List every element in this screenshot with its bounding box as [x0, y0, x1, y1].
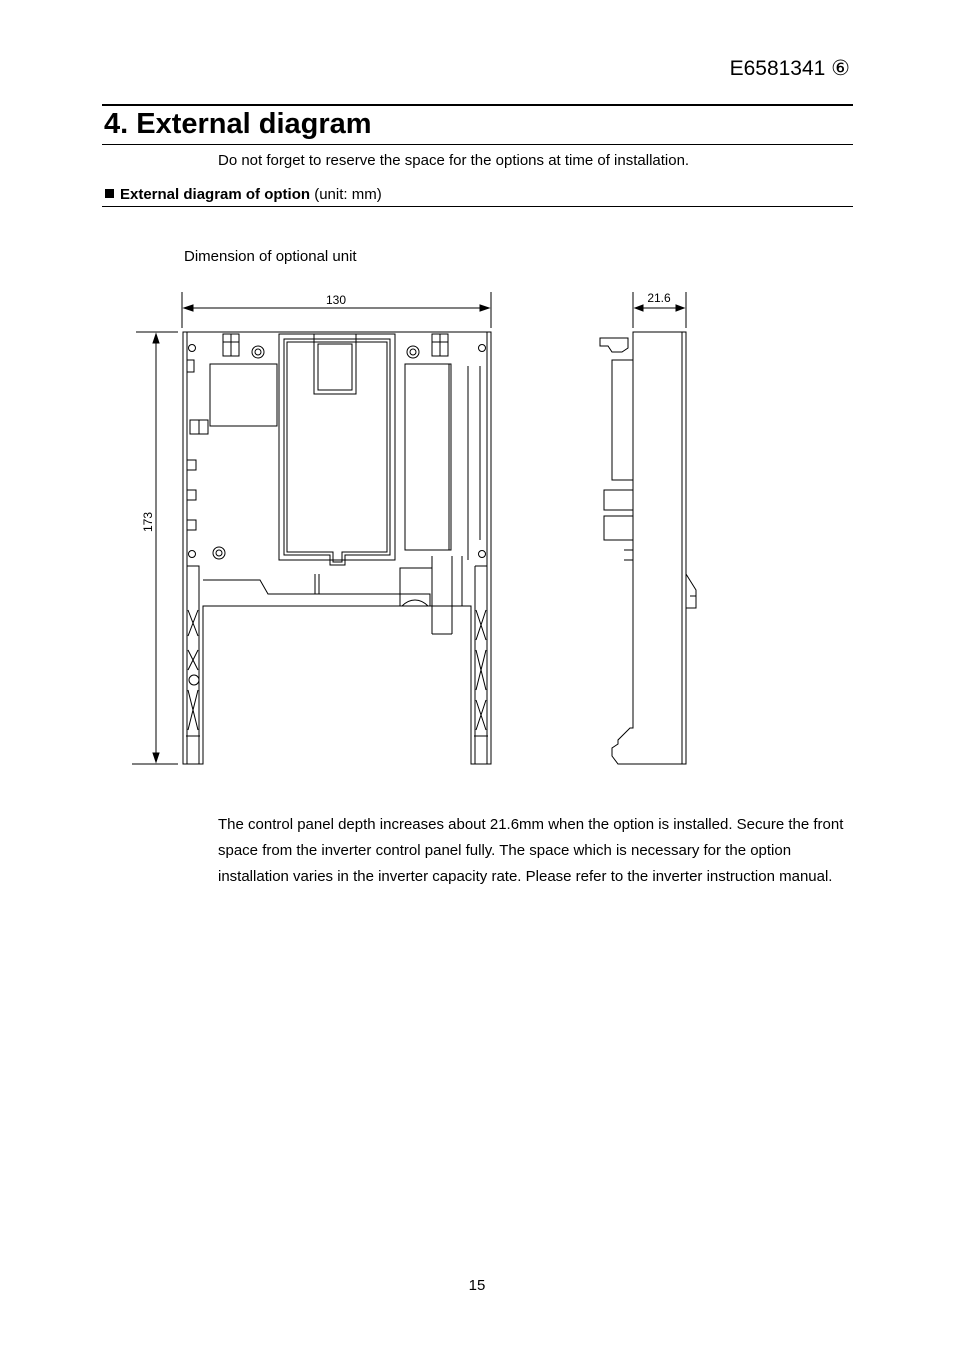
subsection-title-unit: (unit: mm): [310, 186, 382, 203]
front-view: [183, 332, 491, 764]
figure-caption: Dimension of optional unit: [184, 248, 357, 265]
body-paragraph: The control panel depth increases about 21.6mm when the option is installed. Secure the front space from the inverter control panel fully. The space which is necessary for the option installation varies in the inverter capacity rate. Please refer to the inverter instruction manual.: [218, 816, 844, 885]
height-dimension: [132, 332, 178, 764]
side-view: [600, 332, 696, 764]
page-number: 15: [468, 1277, 486, 1294]
subsection-title-bold: External diagram of option: [120, 186, 311, 203]
intro-text: Do not forget to reserve the space for the options at time of installation.: [218, 152, 690, 169]
section-title: 4. External diagram: [104, 108, 372, 140]
depth-dimension-label: 21.6: [647, 291, 671, 305]
height-dimension-label: 173: [141, 511, 155, 533]
document-id: E6581341 ⑥: [729, 57, 850, 80]
width-dimension-label: 130: [325, 293, 347, 307]
